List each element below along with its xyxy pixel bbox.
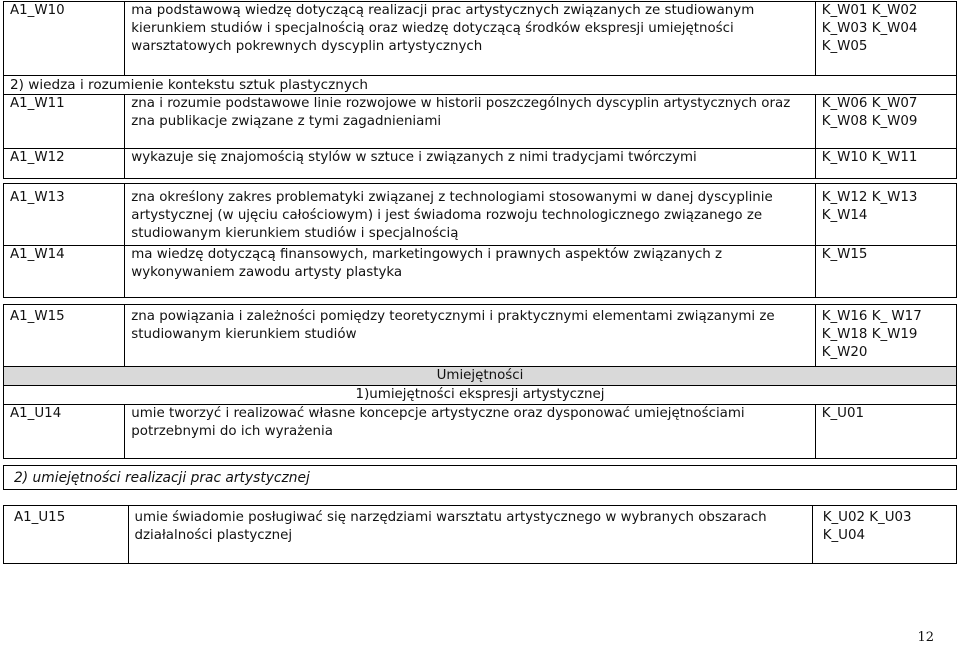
outcome-description: zna powiązania i zależności pomiędzy teoretycznymi i praktycznymi elementami związanymi ze studiowanym kierunkiem studiów [125,305,815,367]
section-heading-table [3,465,957,490]
skills-subheader-row [4,386,957,405]
table-row [4,405,957,459]
learning-outcomes-table-skills [3,304,957,459]
outcome-description: zna i rozumie podstawowe linie rozwojowe w historii poszczególnych dyscyplin artystycznych oraz zna publikacje związane z tymi zagadnieniami [125,95,815,149]
outcome-refs: K_W15 [815,246,956,298]
outcome-refs: K_U01 [815,405,956,459]
outcome-description: umie tworzyć i realizować własne koncepcje artystyczne oraz dysponować umiejętnościami potrzebnymi do ich wyrażenia [125,405,815,459]
outcome-code: A1_W13 [4,184,125,246]
outcome-description: ma wiedzę dotyczącą finansowych, marketingowych i prawnych aspektów związanych z wykonywaniem zawodu artysty plastyka [125,246,815,298]
outcome-code: A1_U15 [4,506,129,564]
outcome-description: wykazuje się znajomością stylów w sztuce i związanych z nimi tradycjami twórczymi [125,149,815,179]
outcome-refs: K_W06 K_W07 K_W08 K_W09 [815,95,956,149]
table-row [4,246,957,298]
outcome-refs: K_W01 K_W02 K_W03 K_W04 K_W05 [815,2,956,76]
section-heading: 2) umiejętności realizacji prac artystycznej [4,466,957,490]
table-row [4,184,957,246]
skills-subheader: 1)umiejętności ekspresji artystycznej [4,386,957,405]
table-row [4,149,957,179]
outcome-code: A1_W15 [4,305,125,367]
learning-outcomes-table-knowledge [3,1,957,179]
learning-outcomes-table-technology [3,183,957,298]
section-heading-row [4,466,957,490]
table-row [4,95,957,149]
outcome-code: A1_W12 [4,149,125,179]
table-row [4,305,957,367]
outcome-refs: K_U02 K_U03 K_U04 [812,506,956,564]
learning-outcomes-table-workshop [3,505,957,564]
outcome-refs: K_W10 K_W11 [815,149,956,179]
outcome-refs: K_W16 K_ W17 K_W18 K_W19 K_W20 [815,305,956,367]
outcome-description: umie świadomie posługiwać się narzędziami warsztatu artystycznego w wybranych obszarach działalności plastycznej [128,506,812,564]
outcome-refs: K_W12 K_W13 K_W14 [815,184,956,246]
section-heading: 2) wiedza i rozumienie kontekstu sztuk plastycznych [4,76,957,95]
outcome-description: ma podstawową wiedzę dotyczącą realizacji prac artystycznych związanych ze studiowanym kierunkiem studiów i specjalnością oraz wiedzę dotyczącą środków ekspresji umiejętności warsztatowych pokrewnych dyscyplin artystycznych [125,2,815,76]
page-number: 12 [917,630,934,645]
outcome-code: A1_U14 [4,405,125,459]
outcome-code: A1_W11 [4,95,125,149]
outcome-code: A1_W14 [4,246,125,298]
skills-header: Umiejętności [4,367,957,386]
table-row [4,506,957,564]
outcome-code: A1_W10 [4,2,125,76]
skills-header-row [4,367,957,386]
table-row [4,2,957,76]
outcome-description: zna określony zakres problematyki związanej z technologiami stosowanymi w danej dyscyplinie artystycznej (w ujęciu całościowym) i jest świadoma rozwoju technologicznego związanego ze studiowanym kierunkiem studiów i specjalnością [125,184,815,246]
section-heading-row [4,76,957,95]
